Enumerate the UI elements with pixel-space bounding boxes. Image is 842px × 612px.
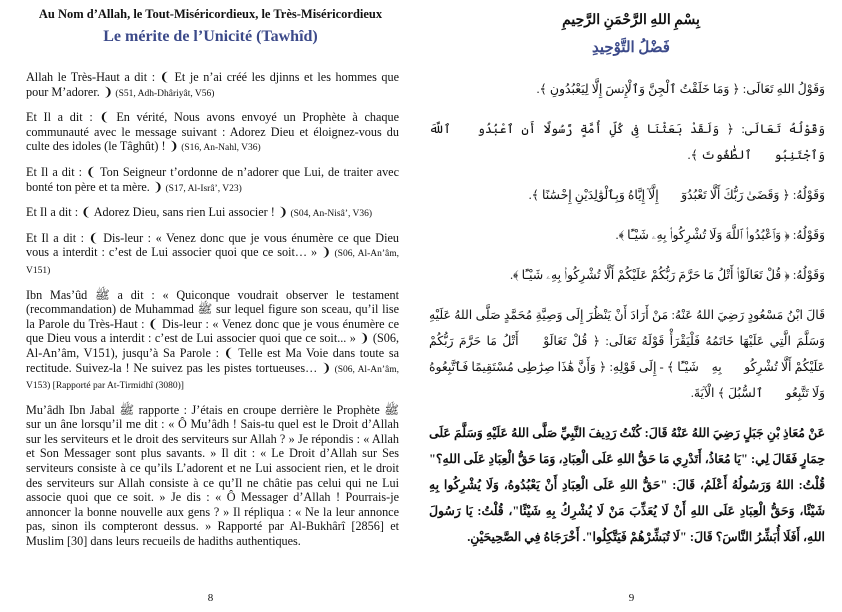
arabic-paragraph-6: قَالَ ابْنُ مَسْعُودٍ رَضِيَ اللهُ عَنْهُ: مَنْ أَرَادَ أَنْ يَنْظُرَ إِلَى وَصِيَّةِ مُحَمَّدٍ صَلَّى اللهُ عَلَيْهِ وَسَلَّمَ الَّتِي عَلَيْهَا خَاتَمُهُ فَلْيَقْرَأْ قَوْلَهُ تَعَالَى: ﴿ قُلْ تَعَالَوْا۟ أَتْلُ مَا حَرَّمَ رَبُّكُمْ عَلَيْكُمْ أَلَّا تُشْرِكُوا۟ بِهِۦ شَيْـًٔا ﴾ - إِلَى قَوْلِهِ: ﴿ وَأَنَّ هَٰذَا صِرَٰطِى مُسْتَقِيمًا فَٱتَّبِعُوهُ وَلَا تَتَّبِعُوا۟ ٱلسُّبُلَ ﴾ الْآيَةَ. <box>429 308 825 400</box>
arabic-paragraph-3: وَقَوْلُهُ: ﴿ وَقَضَىٰ رَبُّكَ أَلَّا تَعْبُدُوٓا۟ إِلَّآ إِيَّاهُ وَبِٱلْوَٰلِدَيْنِ إِحْسَٰنًا ﴾. <box>528 188 825 202</box>
paragraph-3: Et Il a dit : ❨ Ton Seigneur t’ordonne de n’adorer que Lui, de traiter avec bonté ton père et ta mère. ❩ (S17, Al-Isrâ’, V23) <box>26 164 399 194</box>
arabic-paragraph-7: عَنْ مُعَاذِ بْنِ جَبَلٍ رَضِيَ اللهُ عَنْهُ قَالَ: كُنْتُ رَدِيفَ النَّبِيِّ صَلَّى اللهُ عَلَيْهِ وَسَلَّمَ عَلَى حِمَارٍ فَقَالَ لِي: "يَا مُعَاذُ، أَتَدْرِي مَا حَقُّ اللهِ عَلَى الْعِبَادِ، وَمَا حَقُّ الْعِبَادِ عَلَى اللهِ؟" قُلْتُ: اللهُ وَرَسُولُهُ أَعْلَمُ، قَالَ: "حَقُّ اللهِ عَلَى الْعِبَادِ أَنْ يَعْبُدُوهُ، وَلَا يُشْرِكُوا بِهِ شَيْئًا، وَحَقُّ الْعِبَادِ عَلَى اللهِ أَنْ لَا يُعَذِّبَ مَنْ لَا يُشْرِكُ بِهِ شَيْئًا"، قُلْتُ: يَا رَسُولَ اللهِ، أَفَلَا أُبَشِّرُ النَّاسَ؟ قَالَ: "لَا تُبَشِّرْهُمْ فَيَتَّكِلُوا". أَخْرَجَاهُ فِي الصَّحِيحَيْنِ. <box>429 426 825 544</box>
paragraph-7: Mu’âdh Ibn Jabal ﷺ rapporte : J’étais en croupe derrière le Prophète ﷺ sur un âne lorsqu’il me dit : « Ô Mu’âdh ! Sais-tu quel est le Droit d’Allah sur les serviteurs et le droit des serviteurs sur Allah ? » Je répondis : « Allah et Son Messager sont plus savants. » Il dit : « Le Droit d’Allah sur Ses serviteurs consiste à ce qu’ils L’adorent et ne Lui associent rien, et le droit des serviteurs sur Allah consiste à ce qu’Il ne châtie pas celui qui ne Lui associe quoi que ce soit. » Je dis : « Ô Messager d’Allah ! Pourrais-je annoncer la bonne nouvelle aux gens ? » Il répliqua : « Ne la leur annonce pas, sinon ils compteront dessus. » Rapporté par Al-Bukhârî [2856] et Muslim [30] dans leurs recueils de hadiths authentiques. <box>26 402 399 549</box>
arabic-paragraph-5: وَقَوْلُهُ: ﴿ قُلْ تَعَالَوْا۟ أَتْلُ مَا حَرَّمَ رَبُّكُمْ عَلَيْكُمْ أَلَّا تُشْرِكُوا۟ بِهِۦ شَيْـًٔا ﴾. <box>509 268 825 282</box>
basmala-french: Au Nom d’Allah, le Tout-Miséricordieux, le Très-Miséricordieux <box>38 7 383 21</box>
page-title-arabic: فَضْلُ التَّوْحِيدِ <box>592 40 670 56</box>
french-text-body <box>26 70 399 560</box>
paragraph-1: Allah le Très-Haut a dit : ❨ Et je n’ai créé les djinns et les hommes que pour M’adorer. ❩ (S51, Adh-Dhâriyât, V56) <box>26 70 399 99</box>
paragraph-6: Ibn Mas’ûd ﷺ a dit : « Quiconque voudrait observer le testament (recommandation) de Muhammad ﷺ sur lequel figure son sceau, qu’il lise la Parole du Très-Haut : ❨ Dis-leur : « Venez donc que je vous énumère ce que Dieu vous a interdit : c’est de Lui associer quoi que ce soit... » ❩ (S06, Al-An’âm, V151), jusqu’à Sa Parole : ❨ Telle est Ma Voie dans toute sa rectitude. Suivez-la ! Ne suivez pas les pistes tortueuses… ❩ (S06, Al-An’âm, V153) [Rapporté par At-Tirmidhî (3080)] <box>26 287 399 392</box>
arabic-paragraph-1: وَقَوْلُ اللهِ تَعَالَى: ﴿ وَمَا خَلَقْتُ ٱلْجِنَّ وَٱلْإِنسَ إِلَّا لِيَعْبُدُونِ ﴾. <box>536 82 825 96</box>
arabic-text-body <box>429 76 825 564</box>
arabic-paragraph-2: وَقَوْلُهُ تَعَالَى: ﴿ وَلَقَدْ بَعَثْنَا فِى كُلِّ أُمَّةٍ رَّسُولًا أَنِ ٱعْبُدُوا۟ ٱللَّهَ وَٱجْتَنِبُوا۟ ٱلطَّٰغُوتَ ﴾. <box>429 122 825 162</box>
arabic-paragraph-4: وَقَوْلُهُ: ﴿ وَٱعْبُدُوا۟ ٱللَّهَ وَلَا تُشْرِكُوا۟ بِهِۦ شَيْـًٔا ﴾. <box>615 228 825 242</box>
paragraph-5: Et Il a dit : ❨ Dis-leur : « Venez donc que je vous énumère ce que Dieu vous a interdit : c’est de Lui associer quoi que ce soit… » ❩ (S06, Al-An’âm, V151) <box>26 230 400 276</box>
page-number-left: 8 <box>207 592 214 604</box>
basmala-arabic: بِسْمِ اللهِ الرَّحْمَنِ الرَّحِيمِ <box>562 13 700 28</box>
paragraph-4: Et Il a dit : ❨ Adorez Dieu, sans rien Lui associer ! ❩ (S04, An-Nisâ’, V36) <box>26 205 373 220</box>
page-number-right: 9 <box>628 592 635 604</box>
paragraph-2: Et Il a dit : ❨ En vérité, Nous avons envoyé un Prophète à chaque communauté avec le message suivant : Adorez Dieu et éloignez-vous du culte des idoles (le Tâghût) ! ❩ (S16, An-Nahl, V36) <box>26 110 399 154</box>
right-page <box>421 0 842 612</box>
page-title-french: Le mérite de l’Unicité (Tawhîd) <box>103 28 318 45</box>
